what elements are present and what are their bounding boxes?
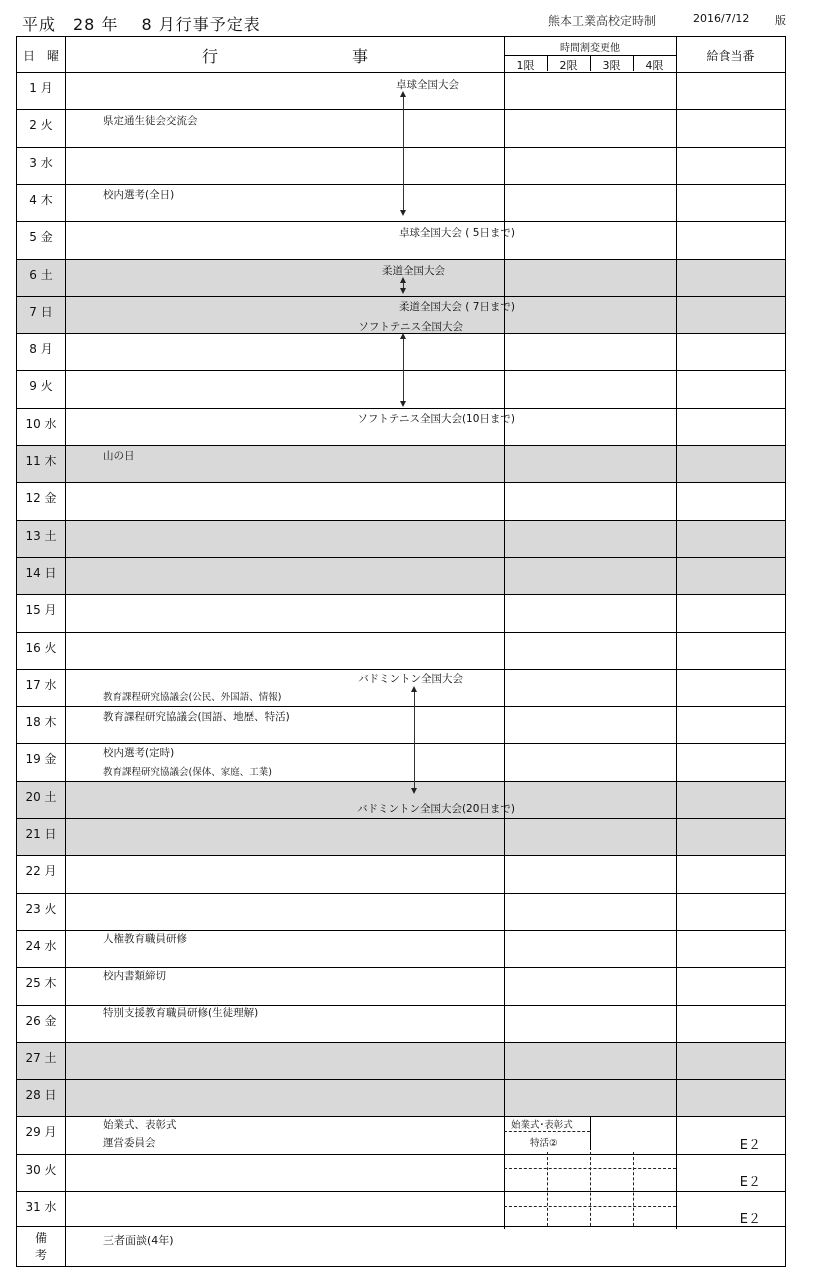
day-label: 24 水 (25, 938, 57, 953)
range-arrow-icon (414, 692, 415, 788)
revision-label: 版 (775, 14, 786, 27)
grid-line (590, 55, 591, 71)
lunch-duty-header: 給食当番 (706, 49, 755, 63)
day-label: 8 月 (29, 342, 53, 357)
event-column-header-1: 行 (202, 47, 219, 66)
day-label: 18 木 (25, 715, 57, 730)
remarks-label-2: 考 (34, 1248, 47, 1262)
day-row (17, 520, 785, 557)
day-label: 26 金 (25, 1013, 57, 1028)
event-column-header-2: 事 (352, 47, 369, 66)
day-label: 27 土 (25, 1050, 57, 1065)
period-4-header: 4限 (645, 59, 664, 72)
day-label: 15 月 (25, 603, 57, 618)
event-table-tennis-end: 卓球全国大会 ( 5日まで) (398, 227, 515, 239)
remarks-text: 三者面談(4年) (103, 1234, 174, 1247)
day-label: 5 金 (29, 230, 53, 245)
event-d19-curriculum: 教育課程研究協議会(保体、家庭、工業) (103, 767, 272, 778)
schedule-change-header: 時間割変更他 (560, 43, 620, 54)
event-badminton-start: バドミントン全国大会 (358, 673, 463, 685)
day-row (17, 147, 785, 184)
event-d2: 県定通生徒会交流会 (103, 115, 198, 127)
event-d19-selection: 校内選考(定時) (103, 747, 175, 759)
event-d29-ceremony: 始業式、表彰式 (103, 1119, 177, 1131)
day-label: 30 火 (25, 1162, 57, 1177)
grid-line (590, 1116, 591, 1150)
school-name: 熊本工業高校定時制 (548, 14, 657, 28)
day-label: 16 火 (25, 640, 57, 655)
event-d4: 校内選考(全日) (103, 189, 175, 201)
event-d26: 特別支援教育職員研修(生徒理解) (103, 1007, 259, 1019)
day-label: 9 火 (29, 379, 53, 394)
day-label: 11 木 (25, 454, 57, 468)
day-label: 6 土 (29, 267, 53, 282)
grid-line (547, 55, 548, 71)
day-row (17, 594, 785, 631)
day-label: 7 日 (29, 304, 53, 319)
event-soft-tennis-end: ソフトテニス全国大会(10日まで) (357, 413, 515, 425)
period-3-header: 3限 (602, 59, 621, 72)
lunch-duty-d31: E２ (739, 1212, 761, 1227)
event-d25: 校内書類締切 (103, 970, 166, 982)
day-label: 12 金 (25, 491, 57, 506)
event-d17-curriculum: 教育課程研究協議会(公民、外国語、情報) (103, 692, 282, 703)
day-label: 25 木 (25, 976, 57, 991)
event-judo-start: 柔道全国大会 (382, 265, 445, 277)
day-row (17, 1079, 785, 1116)
grid-line (17, 1226, 785, 1227)
grid-line (65, 37, 66, 1266)
day-label: 13 土 (25, 528, 57, 543)
schedule-change-ceremony: 始業式･表彰式 (511, 1120, 573, 1131)
day-label: 20 土 (25, 789, 57, 804)
dashed-divider (590, 1152, 591, 1226)
remarks-label-1: 備 (34, 1231, 47, 1245)
lunch-duty-d29: E２ (739, 1138, 761, 1153)
event-soft-tennis-start: ソフトテニス全国大会 (358, 321, 463, 333)
dashed-divider (633, 1152, 634, 1226)
day-label: 2 火 (29, 118, 53, 133)
dashed-divider (547, 1152, 548, 1226)
schedule-table (16, 36, 786, 1267)
dashed-divider (504, 1131, 590, 1132)
day-label: 31 水 (25, 1200, 57, 1214)
day-label: 22 月 (25, 864, 57, 879)
event-judo-end: 柔道全国大会 ( 7日まで) (398, 301, 515, 313)
page-title: 平成 28 年 8 月行事予定表 (22, 15, 261, 34)
day-label: 28 日 (25, 1088, 57, 1103)
day-label: 4 木 (29, 192, 53, 207)
day-label: 3 水 (29, 155, 53, 170)
grid-line (504, 55, 676, 56)
event-badminton-end: バドミントン全国大会(20日まで) (357, 803, 515, 815)
event-d24: 人権教育職員研修 (103, 933, 187, 945)
range-arrow-icon (403, 283, 404, 288)
lunch-duty-d30: E２ (739, 1175, 761, 1190)
period-2-header: 2限 (559, 59, 578, 72)
grid-line (633, 55, 634, 71)
day-row (17, 482, 785, 519)
range-arrow-icon (403, 97, 404, 210)
day-label: 14 日 (25, 565, 57, 580)
event-table-tennis-start: 卓球全国大会 (396, 79, 459, 91)
event-d18-curriculum: 教育課程研究協議会(国語、地歴、特活) (103, 711, 290, 723)
event-d29-committee: 運営委員会 (103, 1137, 156, 1149)
day-label: 17 水 (25, 677, 57, 692)
day-row (17, 1191, 785, 1228)
grid-line (504, 37, 505, 1229)
period-1-header: 1限 (516, 59, 535, 72)
grid-line (676, 37, 677, 1229)
day-column-header: 日 曜 (22, 49, 59, 63)
range-arrow-icon (403, 339, 404, 401)
day-label: 19 金 (25, 752, 57, 767)
day-row (17, 557, 785, 594)
day-row (17, 893, 785, 930)
day-row (17, 1042, 785, 1079)
revision-date: 2016/7/12 (693, 12, 750, 25)
day-label: 10 水 (25, 416, 57, 431)
event-d11: 山の日 (103, 450, 135, 462)
day-label: 1 月 (29, 81, 53, 95)
day-row (17, 818, 785, 855)
day-row (17, 1154, 785, 1191)
day-row (17, 632, 785, 669)
schedule-change-special: 特活② (530, 1138, 558, 1149)
day-label: 21 日 (25, 827, 57, 841)
day-label: 23 火 (25, 901, 57, 916)
day-label: 29 月 (25, 1125, 57, 1140)
day-row (17, 855, 785, 892)
